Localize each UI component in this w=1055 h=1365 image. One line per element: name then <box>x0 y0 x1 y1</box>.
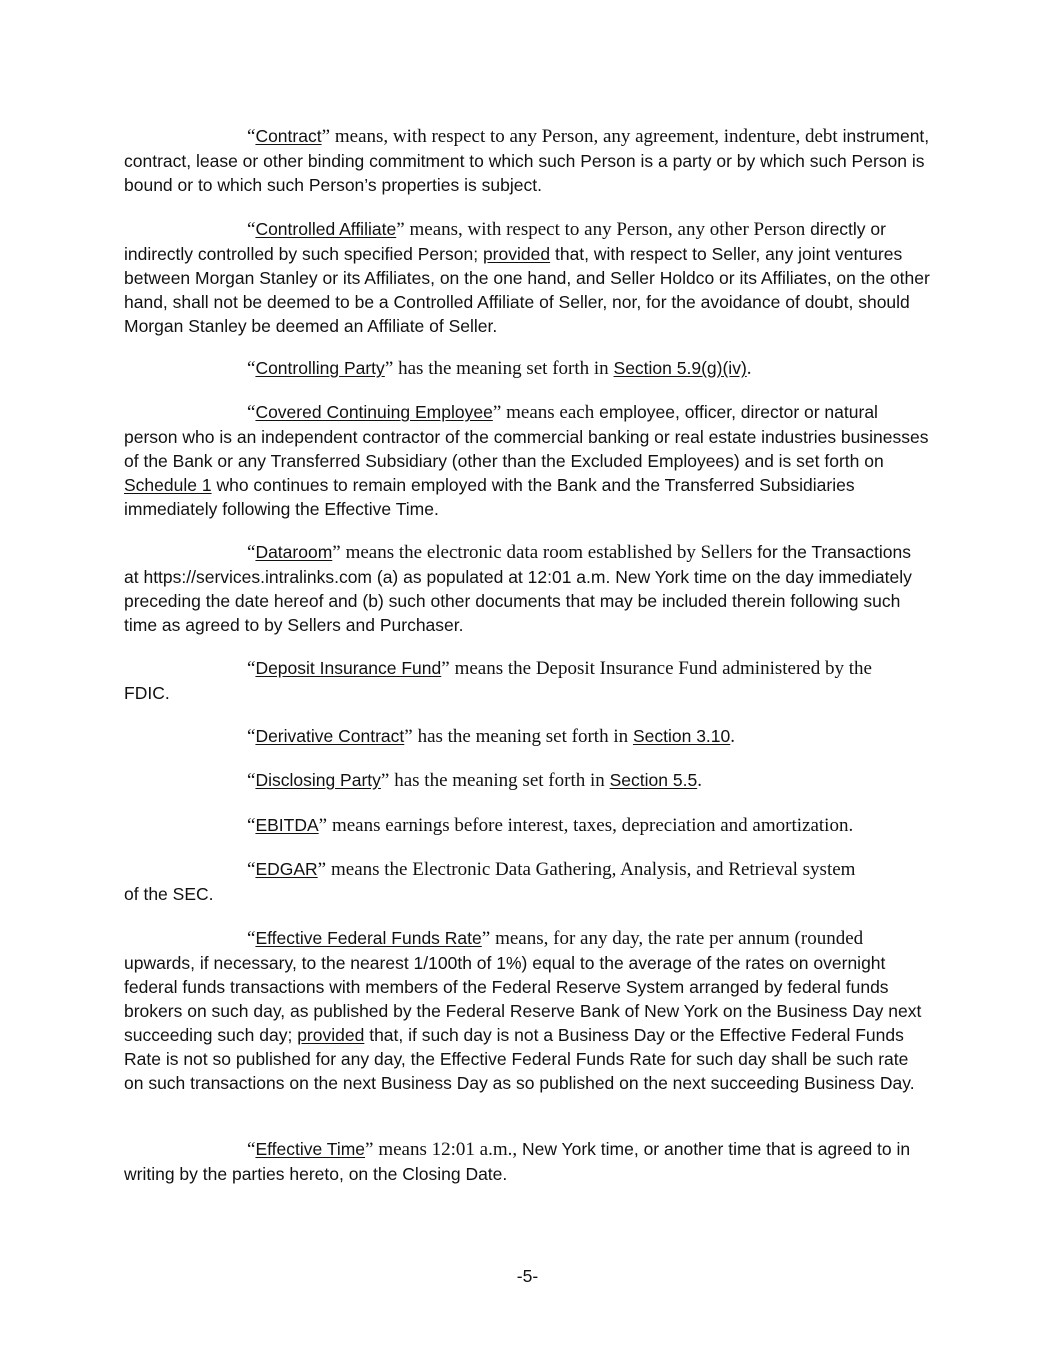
defined-term: Controlling Party <box>255 358 385 378</box>
defined-term: EDGAR <box>255 859 318 879</box>
defined-term: Dataroom <box>255 542 333 562</box>
defined-term: Contract <box>255 126 322 146</box>
section-reference-link[interactable]: Section 5.5 <box>609 770 698 790</box>
defined-term: Effective Federal Funds Rate <box>255 928 482 948</box>
section-reference-link[interactable]: Section 5.9(g)(iv) <box>613 358 747 378</box>
schedule-reference-link[interactable]: Schedule 1 <box>124 475 212 495</box>
provided-term: provided <box>482 244 551 264</box>
defined-term: Disclosing Party <box>255 770 381 790</box>
definition-controlled-affiliate: “Controlled Affiliate” means, with respect to any Person, any other Person directly or indirectly controlled by such specified Person; provided that, with respect to Seller, any joint ventures between Morgan Stanley or its Affiliates, on the one hand, and Seller Holdco or its Affiliates, on the other hand, shall not be deemed to be a Controlled Affiliate of Seller, nor, for the avoidance of doubt, should Morgan Stanley be deemed an Affiliate of Seller. <box>124 219 930 336</box>
defined-term: Controlled Affiliate <box>255 219 397 239</box>
definition-effective-time: “Effective Time” means 12:01 a.m., New York time, or another time that is agreed to in writing by the parties hereto, on the Closing Date. <box>124 1139 911 1184</box>
defined-term: Deposit Insurance Fund <box>255 658 442 678</box>
defined-term: Derivative Contract <box>255 726 405 746</box>
section-reference-link[interactable]: Section 3.10 <box>632 726 731 746</box>
provided-term: provided <box>297 1025 365 1045</box>
defined-term: EBITDA <box>255 815 319 835</box>
definition-dataroom: “Dataroom” means the electronic data room established by Sellers for the Transactions at https://services.intralinks.com (a) as populated at 12:01 a.m. New York time on the day immediately preceding the date hereof and (b) such other documents that may be included therein following such time as agreed to by Sellers and Purchaser. <box>124 542 912 635</box>
page-number: -5- <box>516 1266 539 1286</box>
definition-disclosing-party: “Disclosing Party” has the meaning set forth in Section 5.5. <box>247 770 702 791</box>
definition-ebitda: “EBITDA” means earnings before interest, taxes, depreciation and amortization. <box>247 815 854 836</box>
defined-term: Effective Time <box>255 1139 366 1159</box>
definition-effective-federal-funds-rate: “Effective Federal Funds Rate” means, for any day, the rate per annum (rounded upwards, if necessary, to the nearest 1/100th of 1%) equal to the average of the rates on overnight federal funds transactions with members of the Federal Reserve System arranged by federal funds brokers on such day, as published by the Federal Reserve Bank of New York on the Business Day next succeeding such day; provided that, if such day is not a Business Day or the Effective Federal Funds Rate is not so published for any day, the Effective Federal Funds Rate for such day shall be such rate on such transactions on the next Business Day as so published on the next succeeding Business Day. <box>124 928 922 1093</box>
definition-controlling-party: “Controlling Party” has the meaning set forth in Section 5.9(g)(iv). <box>247 358 752 379</box>
definition-edgar: “EDGAR” means the Electronic Data Gathering, Analysis, and Retrieval system of the SEC. <box>124 859 856 904</box>
definition-covered-continuing-employee: “Covered Continuing Employee” means each employee, officer, director or natural person who is an independent contractor of the commercial banking or real estate industries businesses of the Bank or any Transferred Subsidiary (other than the Excluded Employees) and is set forth on Schedule 1 who continues to remain employed with the Bank and the Transferred Subsidiaries immediately following the Effective Time. <box>124 402 929 519</box>
definition-contract: “Contract” means, with respect to any Person, any agreement, indenture, debt instrument, contract, lease or other binding commitment to which such Person is a party or by which such Person is bound or to which such Person’s properties is subject. <box>124 126 930 195</box>
definition-derivative-contract: “Derivative Contract” has the meaning set forth in Section 3.10. <box>247 726 736 747</box>
defined-term: Covered Continuing Employee <box>255 402 493 422</box>
definition-deposit-insurance-fund: “Deposit Insurance Fund” means the Deposit Insurance Fund administered by the FDIC. <box>124 658 872 703</box>
